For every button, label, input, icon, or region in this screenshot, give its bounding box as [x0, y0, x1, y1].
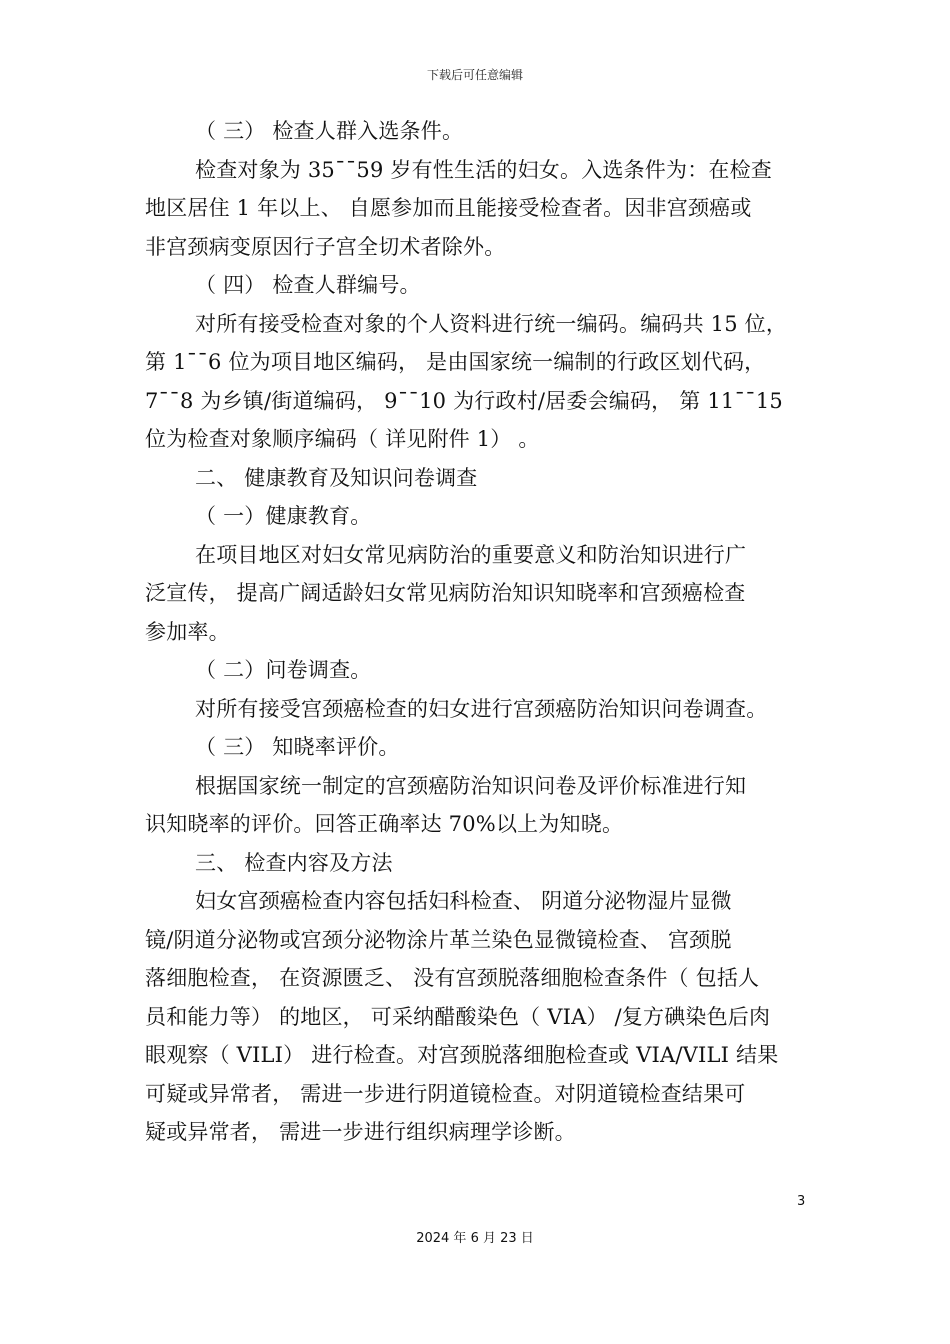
text-line: 员和能力等） 的地区， 可采纳醋酸染色（ VIA） /复方碘染色后肉: [145, 1004, 771, 1029]
page-header: 下载后可任意编辑: [426, 68, 523, 82]
text-line: （ 三） 检查人群入选条件。: [195, 119, 464, 143]
text-line: 位为检查对象顺序编码（ 详见附件 1） 。: [145, 427, 540, 451]
text-line: （ 四） 检查人群编号。: [195, 273, 421, 297]
text-line: 对所有接受检查对象的个人资料进行统一编码。编码共 15 位，: [195, 311, 788, 336]
page-footer-date: 2024 年 6 月 23 日: [416, 1231, 534, 1246]
text-line: 第 1¯¯6 位为项目地区编码， 是由国家统一编制的行政区划代码，: [145, 350, 766, 374]
text-line: 识知晓率的评价。回答正确率达 70%以上为知晓。: [145, 812, 624, 836]
text-line: 7¯¯8 为乡镇/街道编码， 9¯¯10 为行政村/居委会编码， 第 11¯¯15: [145, 388, 783, 413]
text-line: 落细胞检查， 在资源匮乏、 没有宫颈脱落细胞检查条件（ 包括人: [145, 966, 760, 990]
text-line: 镜/阴道分泌物或宫颈分泌物涂片革兰染色显微镜检查、 宫颈脱: [145, 927, 732, 952]
text-line: 眼观察（ VILI） 进行检查。对宫颈脱落细胞检查或 VIA/VILI 结果: [145, 1043, 779, 1067]
text-line: 在项目地区对妇女常见病防治的重要意义和防治知识进行广: [195, 542, 747, 567]
text-line: 疑或异常者， 需进一步进行组织病理学诊断。: [145, 1120, 576, 1144]
text-line: 泛宣传， 提高广阔适龄妇女常见病防治知识知晓率和宫颈癌检查: [145, 581, 746, 605]
document-body: [145, 112, 810, 1152]
text-line: （ 一）健康教育。: [195, 504, 372, 528]
text-line: 可疑或异常者， 需进一步进行阴道镜检查。对阴道镜检查结果可: [145, 1081, 746, 1106]
text-line: （ 二）问卷调查。: [195, 658, 372, 682]
text-line: （ 三） 知晓率评价。: [195, 735, 400, 759]
text-line: 非宫颈病变原因行子宫全切术者除外。: [145, 234, 506, 259]
text-line: 二、 健康教育及知识问卷调查: [195, 465, 478, 490]
text-line: 参加率。: [145, 619, 230, 644]
page-number: 3: [797, 1194, 806, 1209]
text-line: 三、 检查内容及方法: [195, 850, 393, 875]
text-line: 妇女宫颈癌检查内容包括妇科检查、 阴道分泌物湿片显微: [195, 889, 732, 913]
text-line: 对所有接受宫颈癌检查的妇女进行宫颈癌防治知识问卷调查。: [195, 696, 768, 721]
text-line: 根据国家统一制定的宫颈癌防治知识问卷及评价标准进行知: [195, 773, 747, 798]
text-line: 检查对象为 35¯¯59 岁有性生活的妇女。入选条件为：在检查: [195, 157, 772, 182]
text-line: 地区居住 1 年以上、 自愿参加而且能接受检查者。因非宫颈癌或: [145, 196, 752, 220]
